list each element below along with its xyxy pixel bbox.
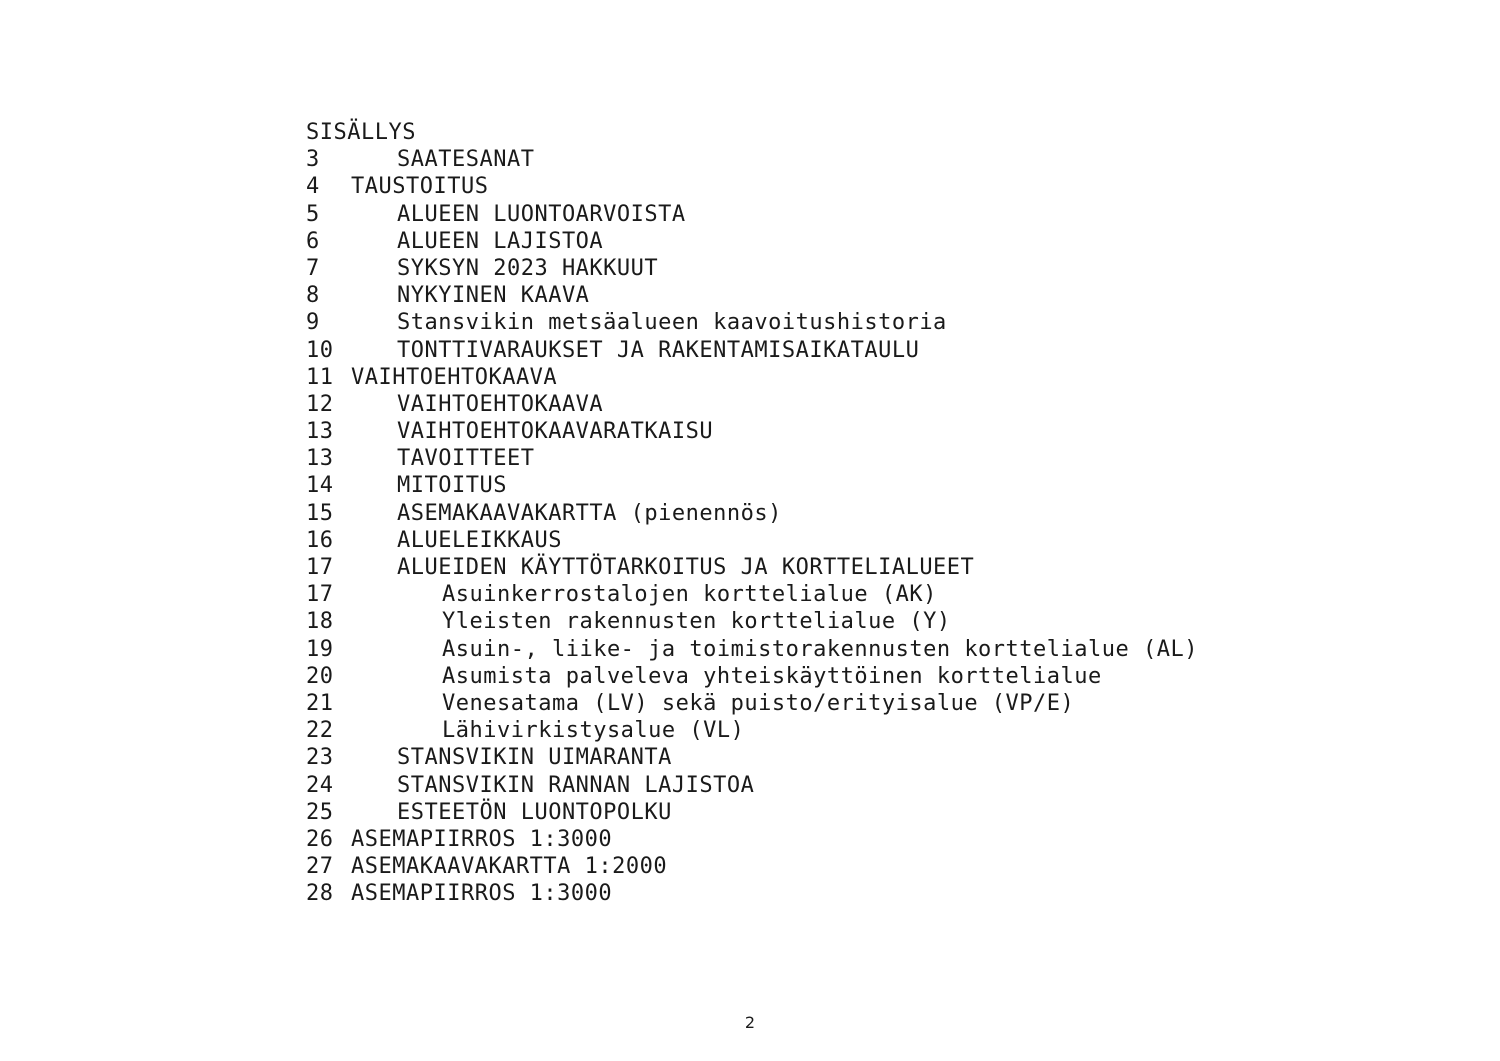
toc-entry-page-number: 6 [306, 228, 320, 254]
toc-entry-label: ASEMAPIIRROS 1:3000 [351, 826, 613, 852]
toc-entry-label: ASEMAKAAVAKARTTA (pienennös) [397, 500, 782, 526]
toc-entry-page-number: 27 [306, 854, 334, 880]
toc-entry [306, 364, 558, 391]
toc-entry-label: STANSVIKIN UIMARANTA [397, 745, 672, 771]
toc-entry-page-number: 19 [306, 636, 334, 662]
toc-entry [306, 282, 590, 309]
toc-entry [306, 391, 604, 418]
toc-entry-label: Asuin-, liike- ja toimistorakennusten korttelialue (AL) [442, 636, 1198, 662]
toc-entry-label: Stansvikin metsäalueen kaavoitushistoria [397, 310, 947, 336]
toc-entry [306, 173, 489, 200]
toc-entry-page-number: 23 [306, 745, 334, 771]
toc-entry-label: TAUSTOITUS [351, 174, 489, 200]
toc-entry-label: Asumista palveleva yhteiskäyttöinen korttelialue [442, 663, 1102, 689]
table-of-contents [306, 119, 1198, 907]
toc-entry [306, 826, 613, 853]
toc-title: SISÄLLYS [306, 120, 416, 145]
toc-entry-label: VAIHTOEHTOKAAVARATKAISU [397, 419, 714, 445]
toc-entry-label: Asuinkerrostalojen korttelialue (AK) [442, 582, 937, 608]
toc-entry [306, 799, 672, 826]
toc-entry-label: ALUEEN LAJISTOA [397, 228, 604, 254]
toc-entry [306, 717, 745, 744]
toc-entry [306, 744, 672, 771]
toc-entry-label: Venesatama (LV) sekä puisto/erityisalue (VP/E) [442, 690, 1075, 716]
toc-entry [306, 146, 535, 173]
toc-entry [306, 880, 613, 907]
toc-entry-page-number: 8 [306, 283, 320, 309]
toc-entry-page-number: 12 [306, 391, 334, 417]
toc-entry-label: ALUEEN LUONTOARVOISTA [397, 201, 686, 227]
toc-entry [306, 690, 1075, 717]
toc-entry-list [306, 146, 1198, 907]
toc-entry-page-number: 16 [306, 527, 334, 553]
toc-entry-label: STANSVIKIN RANNAN LAJISTOA [397, 772, 755, 798]
toc-entry-label: ASEMAKAAVAKARTTA 1:2000 [351, 854, 668, 880]
toc-entry [306, 201, 686, 228]
toc-entry [306, 663, 1102, 690]
toc-entry-label: ALUELEIKKAUS [397, 527, 562, 553]
toc-entry-page-number: 7 [306, 255, 320, 281]
toc-entry-page-number: 22 [306, 718, 334, 744]
toc-entry-label: TONTTIVARAUKSET JA RAKENTAMISAIKATAULU [397, 337, 920, 363]
toc-entry-label: ASEMAPIIRROS 1:3000 [351, 881, 613, 907]
toc-entry-page-number: 4 [306, 174, 320, 200]
toc-entry-label: TAVOITTEET [397, 446, 535, 472]
toc-entry-label: SAATESANAT [397, 147, 535, 173]
toc-entry-page-number: 26 [306, 826, 334, 852]
toc-entry [306, 853, 668, 880]
toc-entry [306, 472, 507, 499]
toc-entry-page-number: 5 [306, 201, 320, 227]
toc-entry [306, 581, 937, 608]
toc-entry [306, 255, 659, 282]
toc-entry [306, 554, 975, 581]
toc-entry-label: Yleisten rakennusten korttelialue (Y) [442, 609, 951, 635]
toc-entry-page-number: 21 [306, 690, 334, 716]
toc-entry-page-number: 11 [306, 364, 334, 390]
toc-entry [306, 418, 714, 445]
toc-entry-label: ALUEIDEN KÄYTTÖTARKOITUS JA KORTTELIALUEET [397, 555, 975, 580]
toc-entry-page-number: 18 [306, 609, 334, 635]
toc-entry-label: VAIHTOEHTOKAAVA [351, 364, 558, 390]
toc-entry-page-number: 14 [306, 473, 334, 499]
toc-entry-label: MITOITUS [397, 473, 507, 499]
toc-entry-label: SYKSYN 2023 HAKKUUT [397, 255, 659, 281]
toc-entry [306, 445, 535, 472]
toc-entry-page-number: 24 [306, 772, 334, 798]
toc-entry-page-number: 13 [306, 446, 334, 472]
toc-entry [306, 636, 1198, 663]
toc-entry-page-number: 3 [306, 147, 320, 173]
toc-entry [306, 608, 951, 635]
toc-entry [306, 772, 755, 799]
toc-entry-label: VAIHTOEHTOKAAVA [397, 391, 604, 417]
toc-entry [306, 500, 782, 527]
toc-entry [306, 228, 604, 255]
toc-entry-page-number: 20 [306, 663, 334, 689]
toc-entry-page-number: 25 [306, 799, 334, 825]
toc-entry-page-number: 9 [306, 310, 320, 336]
toc-entry-label: NYKYINEN KAAVA [397, 283, 590, 309]
toc-entry-page-number: 13 [306, 419, 334, 445]
toc-entry-page-number: 17 [306, 555, 334, 580]
toc-entry [306, 309, 947, 336]
toc-entry-page-number: 10 [306, 337, 334, 363]
toc-entry-page-number: 15 [306, 500, 334, 526]
page-number: 2 [744, 1013, 756, 1032]
toc-entry [306, 527, 562, 554]
toc-entry-label: Lähivirkistysalue (VL) [442, 718, 745, 744]
toc-entry-page-number: 17 [306, 582, 334, 608]
toc-entry-page-number: 28 [306, 881, 334, 907]
toc-entry-label: ESTEETÖN LUONTOPOLKU [397, 799, 672, 825]
toc-entry [306, 337, 920, 364]
